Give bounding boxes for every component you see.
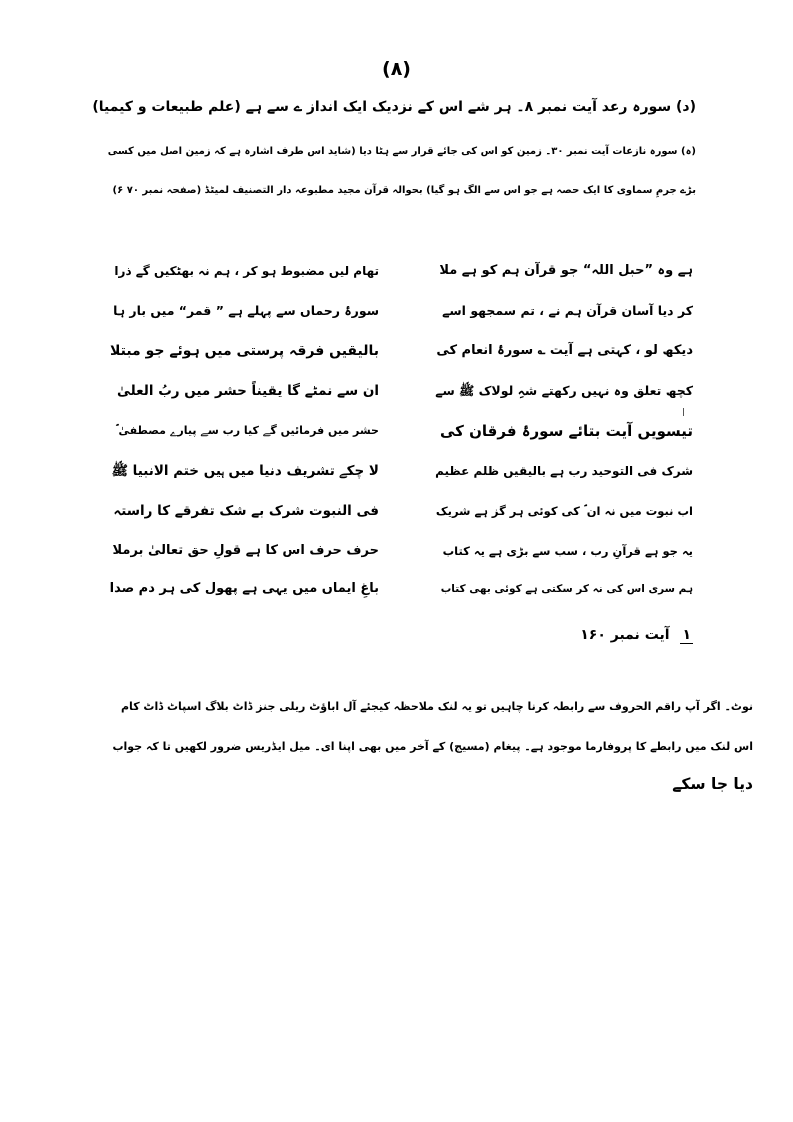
reference-line-2: (ہ) سورہ نازعات آیت نمبر ۳۰۔ زمین کو اس کی جائے قرار سے ہٹا دیا (شاید اس طرف اشارہ ہے کہ زمین اصل میں کسی: [107, 146, 696, 157]
poem-first-hemistich: ہم سری اس کی نہ کر سکتی ہے کوئی بھی کتاب: [440, 583, 693, 595]
poem-first-hemistich: کچھ تعلق وہ نہیں رکھتے شہِ لولاک ﷺ سے: [435, 383, 693, 398]
reference-line-1: (د) سورہ رعد آیت نمبر ۸۔ ہر شے اس کے نزدیک ایک انداز ے سے ہے (علم طبیعات و کیمیا): [92, 99, 696, 115]
poem-second-hemistich: فی النبوت شرک بے شک تفرقے کا راستہ: [113, 503, 379, 519]
poem-second-hemistich: حرف حرف اس کا ہے قولِ حق تعالیٰ برملا: [112, 543, 379, 558]
poem-couplet: [115, 420, 693, 444]
footnote-text: آیت نمبر ۱۶۰: [580, 627, 670, 643]
poem-second-hemistich: حشر میں فرمائیں گے کیا رب سے پیارے مصطفیٰ ؐ: [115, 424, 379, 437]
poem-couplet: [115, 500, 693, 524]
poem-second-hemistich: سورۂ رحماں سے پہلے ہے ” قمر“ میں بار ہا: [113, 303, 379, 318]
reference-line-3: بڑے جرمِ سماوی کا ایک حصہ ہے جو اس سے الگ ہو گیا) بحوالہ قرآن مجید مطبوعہ دار التصنیف لمیٹڈ (صفحہ نمبر ۷۰ ۶): [112, 185, 696, 196]
poem-first-hemistich: ہے وہ ”حبل اللہ“ جو قرآن ہم کو ہے ملا: [439, 263, 693, 278]
poem-first-hemistich: تیسویں آیت بتائے سورۂ فرقان کی: [439, 422, 693, 440]
poem-couplet: [112, 540, 693, 564]
footnote-marker: ۱: [682, 627, 691, 643]
poem-first-hemistich: شرک فی التوحید رب ہے بالیقیں ظلم عظیم: [435, 464, 693, 478]
poem-second-hemistich: بالیقیں فرقہ پرستی میں ہوئے جو مبتلا: [110, 343, 379, 359]
poem-first-hemistich: یہ جو ہے قرآنِ رب ، سب سے بڑی ہے یہ کتاب: [442, 544, 693, 558]
poem-second-hemistich: تھام لیں مضبوط ہو کر ، ہم نہ بھٹکیں گے ذرا: [114, 264, 379, 278]
margin-mark: [683, 408, 684, 416]
poem-couplet: [115, 300, 693, 324]
page-number: (۸): [382, 58, 411, 80]
poem-first-hemistich: کر دیا آسان قرآن ہم نے ، تم سمجھو اسے: [442, 303, 693, 318]
poem-couplet: [115, 260, 693, 284]
poem-couplet: [115, 380, 693, 404]
note-line-3: دیا جا سکے: [672, 775, 753, 793]
poem-couplet: [109, 578, 693, 602]
note-line-1: نوٹ۔ اگر آپ راقم الحروف سے رابطہ کرنا چاہیں تو یہ لنک ملاحظہ کیجئے آل اباؤٹ ریلی جنز ڈاٹ بلاگ اسپاٹ ڈاٹ کام: [121, 700, 753, 713]
poem-second-hemistich: باغِ ایماں میں یہی ہے پھول کی ہر دم صدا: [109, 581, 379, 596]
poem-first-hemistich: دیکھ لو ، کہتی ہے آیت ؎ سورۂ انعام کی: [436, 343, 693, 358]
poem-couplet: [110, 340, 693, 364]
poem-second-hemistich: ان سے نمٹے گا یقیناً حشر میں ربُ العلیٰ: [117, 383, 379, 399]
footnote: [580, 627, 693, 644]
note-line-2: اس لنک میں رابطے کا پروفارما موجود ہے۔ پیغام (مسیج) کے آخر میں بھی اپنا ای۔ میل ایڈریس ضرور لکھیں تا کہ جواب: [112, 740, 753, 753]
poem-first-hemistich: اب نبوت میں نہ ان ؐ کی کوئی ہر گز ہے شریک: [435, 504, 693, 518]
poem-couplet: [111, 460, 693, 484]
poem-second-hemistich: لا چکے تشریف دنیا میں ہیں ختم الانبیا ﷺ: [111, 463, 379, 479]
